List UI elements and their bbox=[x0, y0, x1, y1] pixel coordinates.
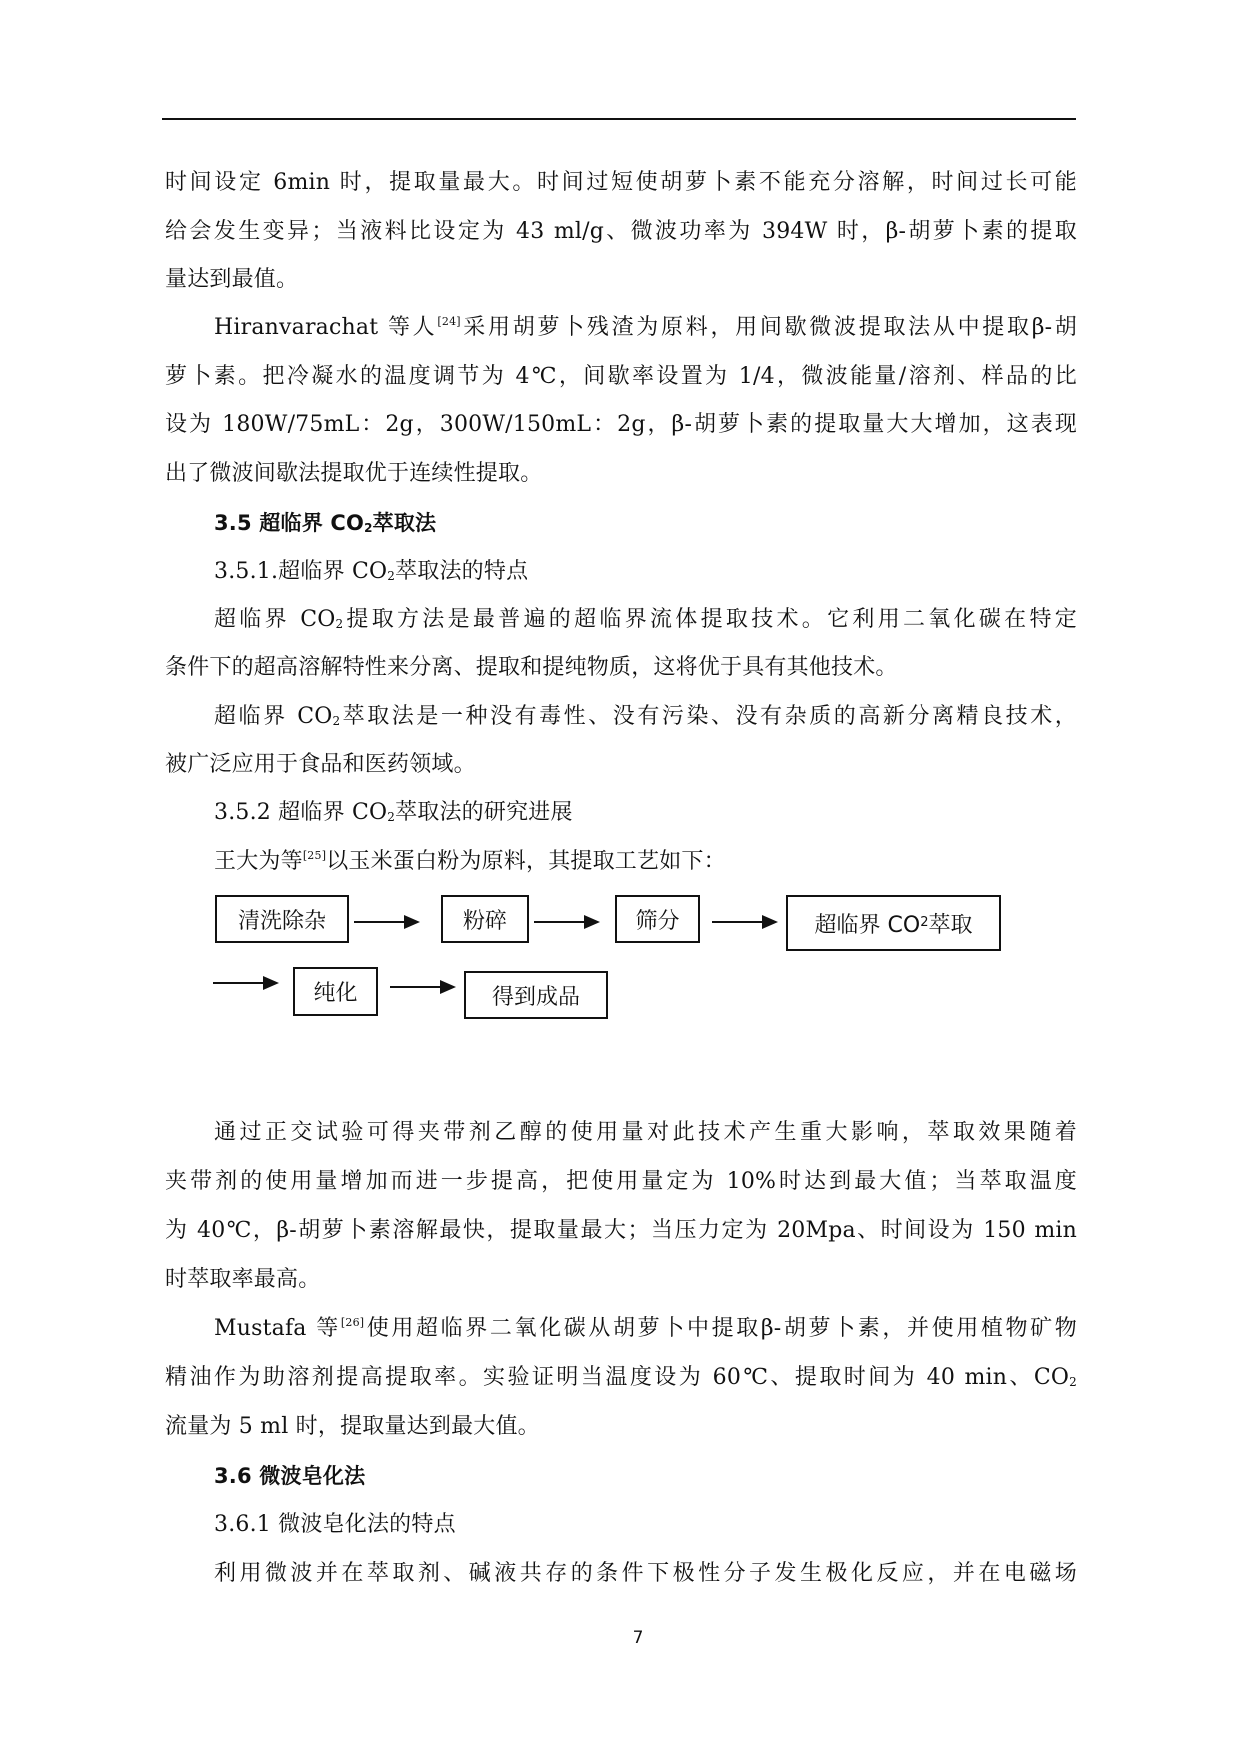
paragraph-3-5-1-b-line-2: 被广泛应用于食品和医药领域。 bbox=[165, 752, 476, 777]
paragraph-c-line-2: 夹带剂的使用量增加而进一步提高，把使用量定为 10%时达到最大值；当萃取温度 bbox=[165, 1169, 1077, 1194]
subscript: 2 bbox=[364, 521, 373, 535]
paragraph-3-5-1-a-line-1 bbox=[214, 596, 1077, 644]
paragraph-b-line-2: 萝卜素。把冷凝水的温度调节为 4℃，间歇率设置为 1/4，微波能量/溶剂、样品的比 bbox=[165, 364, 1077, 389]
step-label: 得到成品 bbox=[491, 984, 580, 1010]
step-label: 萃取 bbox=[928, 912, 973, 938]
flow-step-final-product bbox=[464, 971, 608, 1019]
text: 以玉米蛋白粉为原料，其提取工艺如下： bbox=[326, 849, 726, 874]
paragraph-d-line-3: 流量为 5 ml 时，提取量达到最大值。 bbox=[165, 1414, 540, 1439]
text: 采用胡萝卜残渣为原料，用间歇微波提取法从中提取β-胡 bbox=[460, 315, 1077, 340]
paragraph-c-line-3: 为 40℃，β-胡萝卜素溶解最快，提取量最大；当压力定为 20Mpa、时间设为 150 min bbox=[165, 1218, 1077, 1243]
arrow-right-icon bbox=[390, 980, 456, 994]
citation-24: [24] bbox=[437, 315, 461, 328]
section-heading-3-5 bbox=[214, 499, 1077, 547]
paragraph-3-5-1-a-line-2: 条件下的超高溶解特性来分离、提取和提纯物质，这将优于具有其他技术。 bbox=[165, 655, 898, 680]
title-text: 3.5.2 超临界 CO bbox=[214, 800, 388, 825]
text: 超临界 CO bbox=[214, 704, 333, 729]
paragraph-b-line-3: 设为 180W/75mL：2g，300W/150mL：2g，β-胡萝卜素的提取量大大增加，这表现 bbox=[165, 412, 1077, 437]
citation-26: [26] bbox=[340, 1316, 365, 1329]
subscript: 2 bbox=[335, 617, 344, 631]
flowchart-intro bbox=[214, 838, 1077, 886]
paragraph-b-line-4: 出了微波间歇法提取优于连续性提取。 bbox=[165, 461, 543, 486]
subscript: 2 bbox=[332, 714, 341, 728]
paragraph-d-line-1 bbox=[214, 1305, 1077, 1353]
arrow-right-icon bbox=[213, 976, 279, 990]
citation-25: [25] bbox=[302, 849, 327, 862]
paragraph-a-line-2: 给会发生变异；当液料比设定为 43 ml/g、微波功率为 394W 时，β-胡萝卜素的提取 bbox=[165, 219, 1077, 244]
flow-step-purify bbox=[293, 967, 378, 1016]
flow-step-crush bbox=[441, 895, 529, 943]
title-text: 3.5.1.超临界 CO bbox=[214, 559, 388, 584]
step-label: 超临界 CO bbox=[814, 912, 921, 938]
paragraph-3-6-1-line-1: 利用微波并在萃取剂、碱液共存的条件下极性分子发生极化反应，并在电磁场 bbox=[214, 1561, 1077, 1586]
title-text: 萃取法的研究进展 bbox=[395, 800, 573, 825]
paragraph-b-line-1 bbox=[214, 304, 1077, 352]
text: 提取方法是最普遍的超临界流体提取技术。它利用二氧化碳在特定 bbox=[343, 607, 1077, 632]
author-text: Hiranvarachat 等人 bbox=[214, 315, 438, 340]
heading-text: 3.5 超临界 CO bbox=[214, 511, 365, 535]
subscript: 2 bbox=[387, 810, 396, 824]
arrow-right-icon bbox=[354, 915, 420, 929]
paragraph-d-line-2 bbox=[165, 1354, 1077, 1402]
step-label: 纯化 bbox=[313, 981, 358, 1006]
paragraph-3-5-1-b-line-1 bbox=[214, 693, 1077, 741]
text: 精油作为助溶剂提高提取率。实验证明当温度设为 60℃、提取时间为 40 min、CO bbox=[165, 1365, 1070, 1390]
step-label: 粉碎 bbox=[462, 908, 507, 934]
page-number: 7 bbox=[632, 1628, 644, 1648]
flow-step-sieve bbox=[615, 895, 700, 943]
title-text: 萃取法的特点 bbox=[395, 559, 529, 584]
subscript: 2 bbox=[387, 569, 396, 583]
arrow-right-icon bbox=[534, 915, 600, 929]
flow-step-wash bbox=[215, 895, 349, 943]
subscript: 2 bbox=[1069, 1375, 1077, 1389]
subsection-title-3-6-1: 3.6.1 微波皂化法的特点 bbox=[214, 1512, 456, 1537]
section-heading-3-6: 3.6 微波皂化法 bbox=[214, 1464, 366, 1488]
heading-text: 萃取法 bbox=[372, 511, 437, 535]
paragraph-c-line-4: 时萃取率最高。 bbox=[165, 1267, 321, 1292]
subsection-title-3-5-2 bbox=[214, 789, 1077, 837]
subsection-title-3-5-1 bbox=[214, 548, 1077, 596]
text: 超临界 CO bbox=[214, 607, 336, 632]
paragraph-a-line-3: 量达到最值。 bbox=[165, 267, 299, 292]
paragraph-c-line-1: 通过正交试验可得夹带剂乙醇的使用量对此技术产生重大影响，萃取效果随着 bbox=[214, 1120, 1077, 1145]
step-label: 清洗除杂 bbox=[237, 908, 326, 934]
header-rule bbox=[162, 118, 1076, 120]
text: 萃取法是一种没有毒性、没有污染、没有杂质的高新分离精良技术， bbox=[340, 704, 1077, 729]
text: 使用超临界二氧化碳从胡萝卜中提取β-胡萝卜素，并使用植物矿物 bbox=[364, 1316, 1078, 1341]
author-text: Mustafa 等 bbox=[214, 1316, 341, 1341]
text: 王大为等 bbox=[214, 849, 303, 874]
paragraph-a-line-1: 时间设定 6min 时，提取量最大。时间过短使胡萝卜素不能充分溶解，时间过长可能 bbox=[165, 170, 1077, 195]
arrow-right-icon bbox=[712, 915, 778, 929]
step-label: 筛分 bbox=[635, 908, 680, 934]
flow-step-co2-extraction: 超临界 CO 2 萃取 bbox=[786, 895, 1001, 951]
